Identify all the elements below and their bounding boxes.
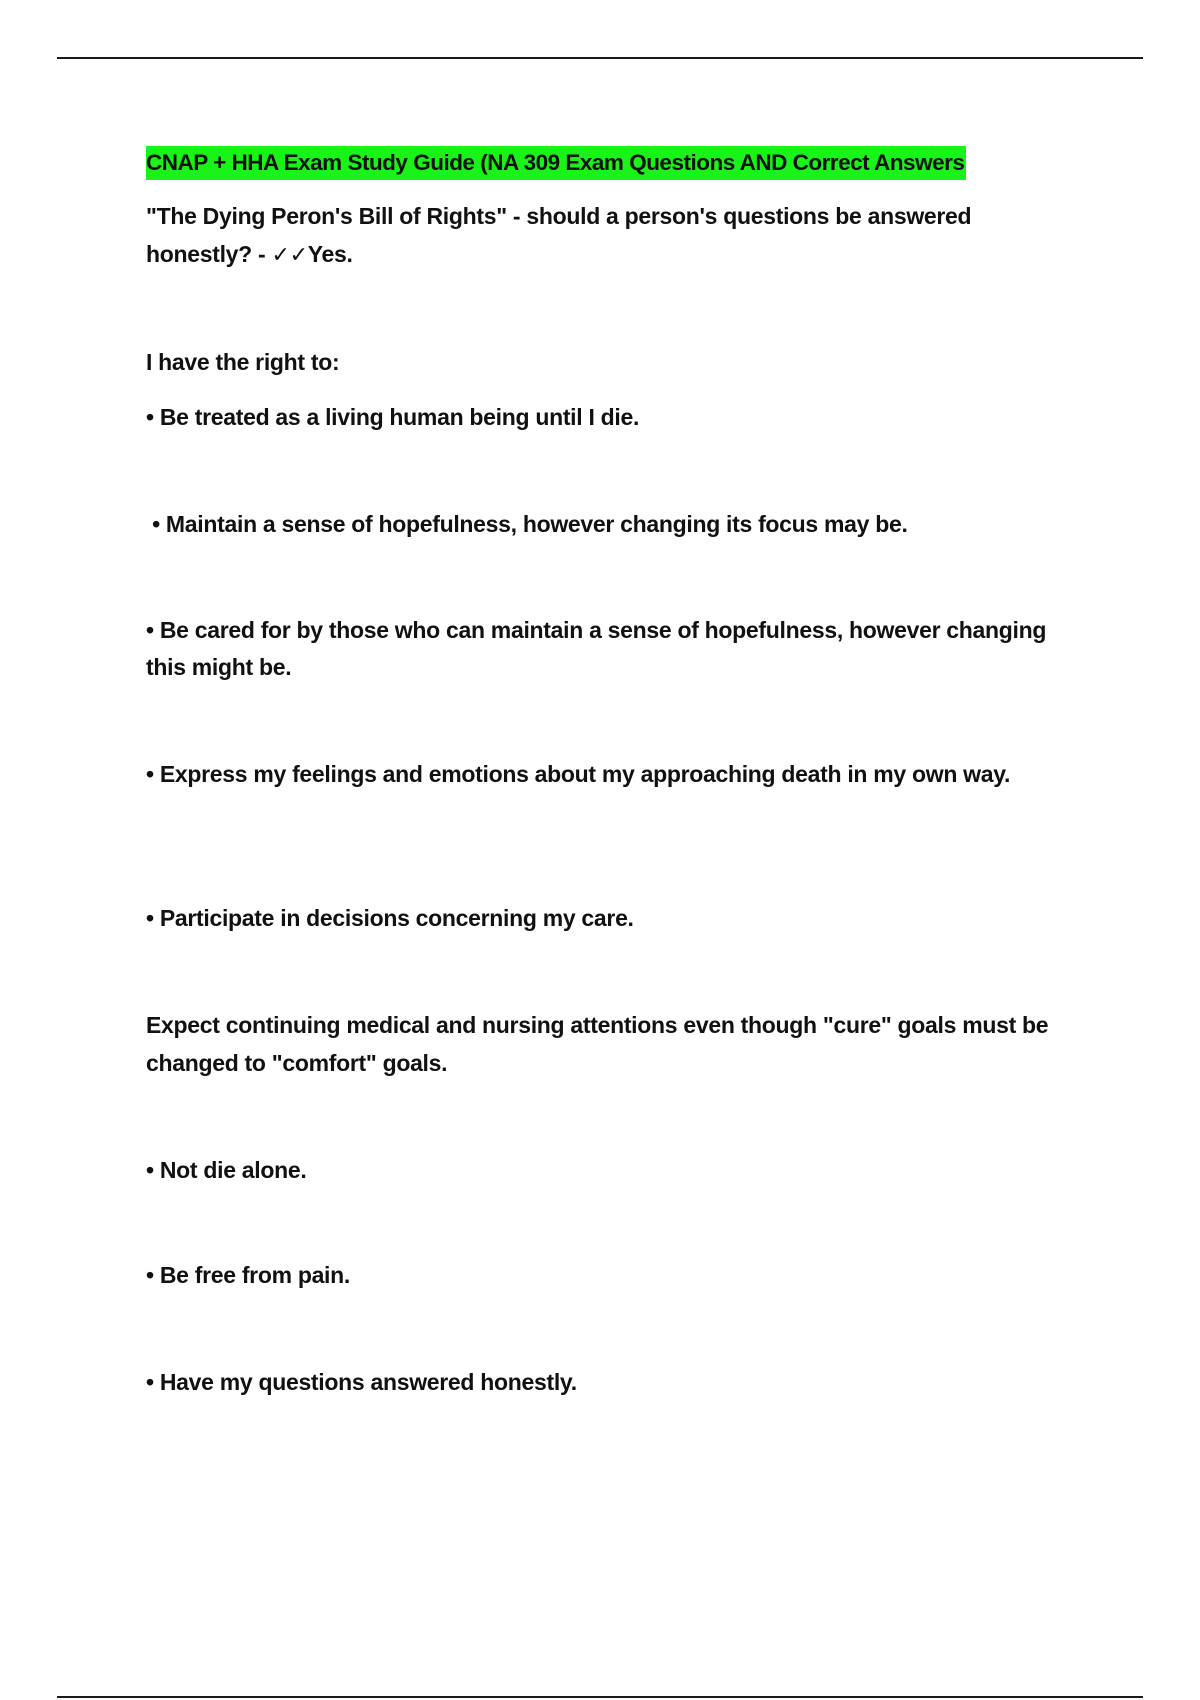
right-item-5: • Participate in decisions concerning my care. <box>146 905 634 931</box>
document-title: CNAP + HHA Exam Study Guide (NA 309 Exam Questions AND Correct Answers <box>146 146 966 180</box>
right-item-9: • Have my questions answered honestly. <box>146 1369 577 1395</box>
right-item-6: Expect continuing medical and nursing attentions even though "cure" goals must be changed to "comfort" goals. <box>146 1012 1049 1076</box>
top-rule <box>57 57 1143 59</box>
right-item-1: • Be treated as a living human being until I die. <box>146 404 640 430</box>
right-item-7: • Not die alone. <box>146 1157 307 1183</box>
check-mark-icon: ✓✓ <box>271 243 308 268</box>
right-item-4: • Express my feelings and emotions about my approaching death in my own way. <box>146 761 1011 787</box>
question-text: "The Dying Peron's Bill of Rights" - should a person's questions be answered honestly? - <box>146 203 972 267</box>
right-item-3: • Be cared for by those who can maintain a sense of hopefulness, however changing this might be. <box>146 617 1047 680</box>
right-item-8: • Be free from pain. <box>146 1262 350 1288</box>
bottom-rule <box>57 1696 1143 1698</box>
right-item-2: • Maintain a sense of hopefulness, however changing its focus may be. <box>146 511 908 537</box>
question-answer: Yes. <box>307 241 353 267</box>
question-paragraph <box>146 197 1066 275</box>
rights-intro: I have the right to: <box>146 349 340 375</box>
